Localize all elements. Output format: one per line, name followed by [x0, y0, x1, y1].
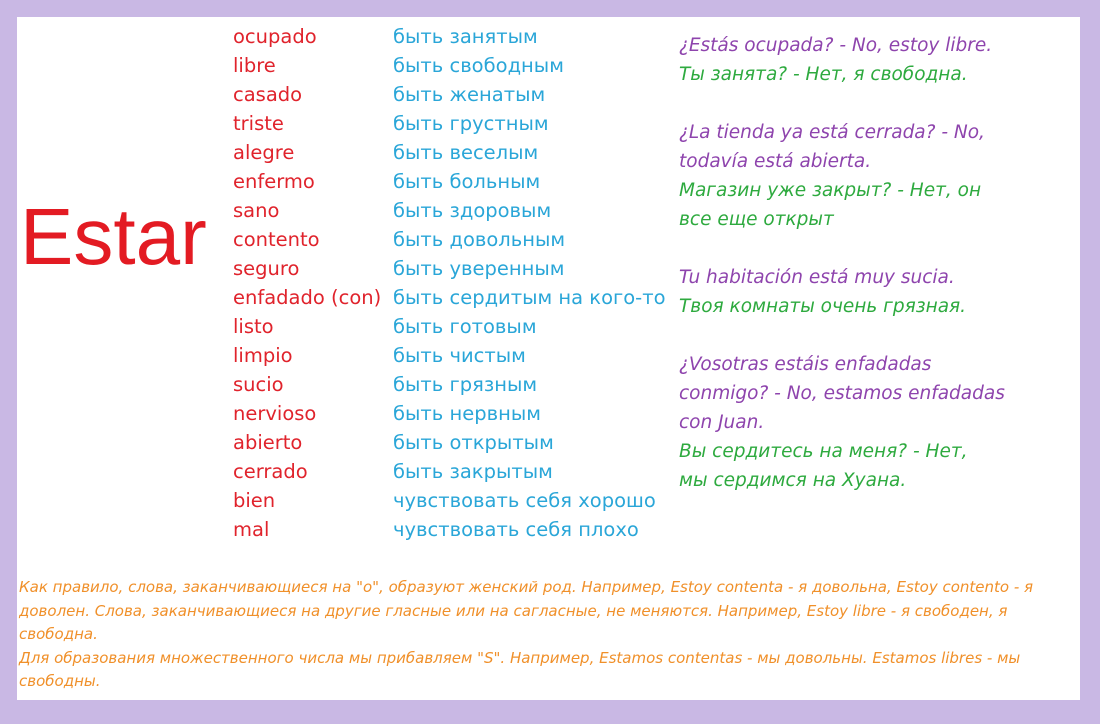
spanish-word: ocupado: [233, 25, 317, 48]
example-block: [679, 263, 1074, 321]
russian-translation: быть открытым: [393, 431, 554, 454]
spanish-word: nervioso: [233, 402, 317, 425]
example-spanish-line: Tu habitación está muy sucia.: [679, 267, 955, 288]
spanish-word: casado: [233, 83, 303, 106]
russian-translation: чувствовать себя плохо: [393, 518, 639, 541]
russian-translation: быть уверенным: [393, 257, 565, 280]
spanish-word: mal: [233, 518, 270, 541]
spanish-word: cerrado: [233, 460, 308, 483]
example-spanish-line: ¿Estás ocupada? - No, estoy libre.: [679, 35, 993, 56]
spanish-word: enfermo: [233, 170, 315, 193]
example-spacer: [679, 234, 1074, 263]
spanish-word: sucio: [233, 373, 284, 396]
example-sentences: [679, 31, 1074, 495]
russian-translation-list: [393, 22, 666, 544]
example-spanish-line: con Juan.: [679, 412, 765, 433]
russian-translation: быть готовым: [393, 315, 537, 338]
russian-translation: быть здоровым: [393, 199, 552, 222]
spanish-word: libre: [233, 54, 276, 77]
example-russian-line: Вы сердитесь на меня? - Нет,: [679, 441, 968, 462]
grammar-note: Как правило, слова, заканчивающиеся на "о", образуют женский род. Например, Estoy contenta - я довольна, Estoy contento - я доволен. Слова, заканчивающиеся на другие гласные или на сагласные, не меняются. Например, Estoy libre - я свободен, я свободна.: [19, 578, 1034, 643]
russian-translation: быть грязным: [393, 373, 538, 396]
russian-translation: чувствовать себя хорошо: [393, 489, 656, 512]
example-spanish-line: ¿La tienda ya está cerrada? - No,: [679, 122, 985, 143]
spanish-word: triste: [233, 112, 284, 135]
example-russian-line: Твоя комнаты очень грязная.: [679, 296, 967, 317]
example-spacer: [679, 321, 1074, 350]
example-russian-line: Ты занята? - Нет, я свободна.: [679, 64, 968, 85]
russian-translation: быть грустным: [393, 112, 549, 135]
example-spanish-line: ¿Vosotras estáis enfadadas: [679, 354, 932, 375]
spanish-word: contento: [233, 228, 320, 251]
grammar-notes: [19, 576, 1074, 694]
spanish-word: alegre: [233, 141, 295, 164]
page-title: Estar: [20, 192, 207, 281]
spanish-word: limpio: [233, 344, 293, 367]
example-block: [679, 118, 1074, 234]
example-block: [679, 31, 1074, 89]
russian-translation: быть нервным: [393, 402, 541, 425]
example-spacer: [679, 89, 1074, 118]
russian-translation: быть больным: [393, 170, 541, 193]
spanish-word: bien: [233, 489, 276, 512]
example-russian-line: все еще открыт: [679, 209, 834, 230]
spanish-word: listo: [233, 315, 274, 338]
spanish-word: seguro: [233, 257, 300, 280]
spanish-word-list: [233, 22, 381, 544]
example-russian-line: мы сердимся на Хуана.: [679, 470, 907, 491]
spanish-word: enfadado (con): [233, 286, 382, 309]
spanish-word: sano: [233, 199, 280, 222]
example-spanish-line: todavía está abierta.: [679, 151, 872, 172]
russian-translation: быть веселым: [393, 141, 539, 164]
russian-translation: быть занятым: [393, 25, 538, 48]
example-block: [679, 350, 1074, 495]
example-russian-line: Магазин уже закрыт? - Нет, он: [679, 180, 982, 201]
russian-translation: быть закрытым: [393, 460, 553, 483]
russian-translation: быть сердитым на кого-то: [393, 286, 666, 309]
content-card: [17, 17, 1080, 700]
russian-translation: быть женатым: [393, 83, 546, 106]
grammar-note: Для образования множественного числа мы прибавляем "S". Например, Estamos contentas - мы довольны. Estamos libres - мы свободны.: [19, 648, 1021, 690]
russian-translation: быть довольным: [393, 228, 566, 251]
russian-translation: быть свободным: [393, 54, 564, 77]
russian-translation: быть чистым: [393, 344, 526, 367]
example-spanish-line: conmigo? - No, estamos enfadadas: [679, 383, 1005, 404]
spanish-word: abierto: [233, 431, 303, 454]
